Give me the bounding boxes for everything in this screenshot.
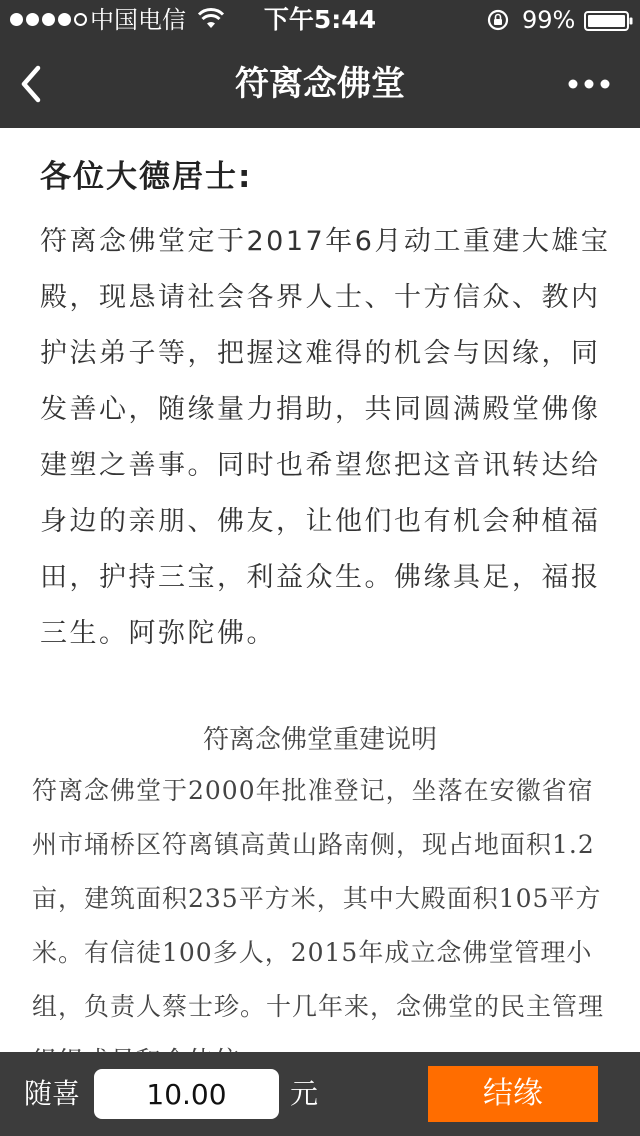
donation-amount-input[interactable] [94,1069,279,1119]
section-title: 符离念佛堂重建说明 [202,725,437,755]
status-bar [0,0,640,40]
page-title: 符离念佛堂 [235,64,405,104]
donation-label: 随喜 [24,1077,81,1110]
battery-percentage: 99% [522,6,576,34]
greeting-heading: 各位大德居士: [40,159,253,195]
top-bar [0,0,640,128]
appeal-paragraph: 符离念佛堂定于2017年6月动工重建大雄宝殿，现恳请社会各界人士、十方信众、教内护法弟子等，把握这难得的机会与因缘，同发善心，随缘量力捐助，共同圆满殿堂佛像建塑之善事。同时也希望您把这音讯转达给身边的亲朋、佛友，让他们也有机会种植福田，护持三宝，利益众生。佛缘具足，福报三生。阿弥陀佛。 [40,226,611,649]
article-content[interactable] [0,128,640,1052]
battery-icon [584,11,634,31]
nav-bar [0,40,640,128]
currency-label: 元 [290,1077,319,1110]
carrier-name: 中国电信 [90,6,186,34]
donate-button[interactable]: 结缘 [428,1066,598,1122]
back-chevron-icon[interactable] [14,62,50,106]
donation-bar [0,1052,640,1136]
rotation-lock-icon [487,9,509,31]
more-options-icon[interactable] [565,73,613,95]
status-time: 下午5:44 [263,5,377,34]
section-body: 符离念佛堂于2000年批准登记，坐落在安徽省宿州市埇桥区符离镇高黄山路南侧，现占地面积1.2亩，建筑面积235平方米，其中大殿面积105平方米。有信徒100多人，2015年成立念佛堂管理小组，负责人蔡士珍。十几年来，念佛堂的民主管理 [32,776,605,1021]
